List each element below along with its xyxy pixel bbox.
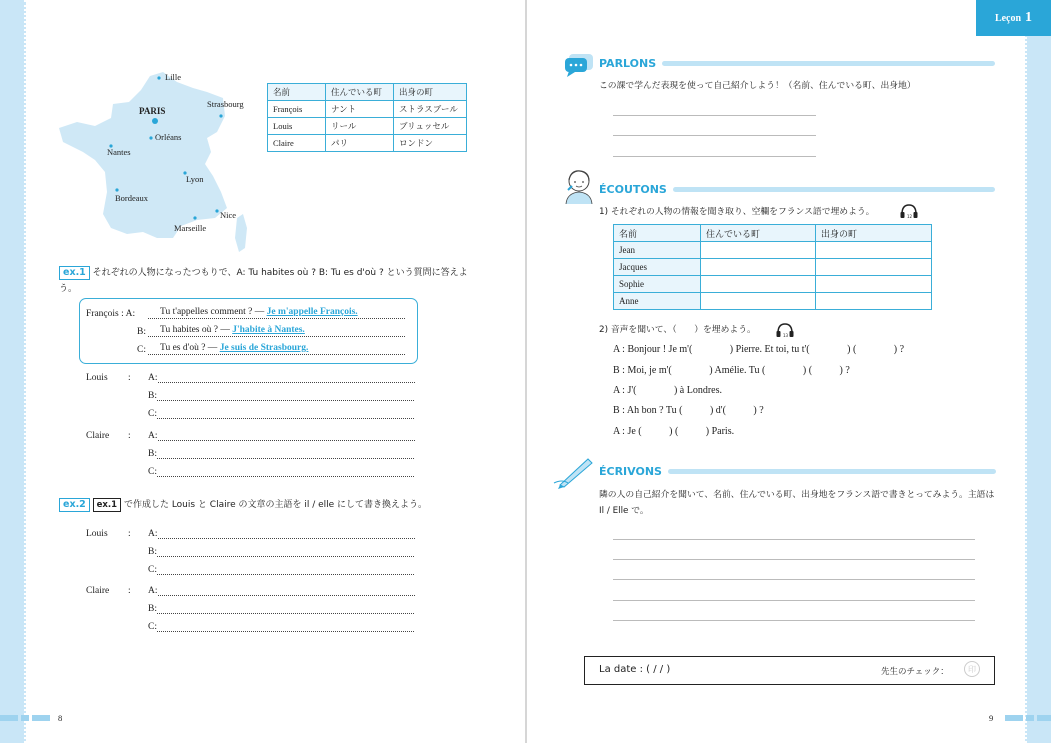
right-footer-bars: [1005, 715, 1051, 721]
writing-line[interactable]: [613, 579, 975, 580]
ecrivons-title: ÉCRIVONS: [599, 465, 662, 478]
seal-stamp-icon: 印: [964, 661, 980, 677]
table-cell: ロンドン: [394, 135, 467, 152]
answer-line[interactable]: [157, 602, 414, 614]
example-answer-line: [148, 343, 405, 355]
table-cell: Anne: [614, 293, 701, 310]
listening-person-icon: [563, 168, 595, 208]
table-row: [614, 259, 932, 276]
person-label: Claire: [86, 431, 110, 441]
table-cell: ストラスブール: [394, 101, 467, 118]
dialog-line: A : J'( ) à Londres.: [613, 385, 723, 396]
lesson-label: Leçon: [994, 12, 1022, 24]
colon: :: [128, 373, 131, 383]
dialog-line: A : Je ( ) ( ) Paris.: [613, 426, 735, 437]
answer-line[interactable]: [158, 527, 415, 539]
city-orleans: Orléans: [155, 132, 182, 142]
table-cell: パリ: [326, 135, 394, 152]
table-cell: リール: [326, 118, 394, 135]
dialog-line: A : Bonjour ! Je m'( ) Pierre. Et toi, tu t'( ) ( ) ?: [613, 344, 905, 355]
writing-line[interactable]: [613, 600, 975, 601]
lesson-number: 1: [1025, 10, 1033, 25]
table-cell: François: [268, 101, 326, 118]
city-nice: Nice: [220, 210, 237, 220]
table-cell: ブリュッセル: [394, 118, 467, 135]
track-number: 12: [907, 214, 913, 219]
row-label: A:: [148, 586, 158, 596]
track-number: 13: [783, 333, 789, 338]
right-margin-band: [1025, 0, 1051, 743]
ex2-instruction: で作成した Louis と Claire の文章の主語を il / elle にして書き換えよう。: [123, 500, 428, 510]
table-row: [614, 242, 932, 259]
speech-bubble-icon: [563, 52, 595, 82]
table-header: 住んでいる町: [701, 225, 816, 242]
example-question: Tu habites où ? —: [160, 325, 230, 335]
dialog-line: B : Moi, je m'( ) Amélie. Tu ( ) ( ) ?: [613, 365, 850, 376]
row-label: C:: [148, 622, 157, 632]
table-header-row: [614, 225, 932, 242]
ecoutons-title: ÉCOUTONS: [599, 183, 667, 196]
writing-line[interactable]: [613, 156, 816, 157]
city-lyon: Lyon: [186, 174, 204, 184]
city-paris: PARIS: [139, 106, 166, 116]
ecoutons-q1: 1) それぞれの人物の情報を聞き取り、空欄をフランス語で埋めよう。: [599, 207, 875, 217]
headphones-icon[interactable]: [775, 322, 795, 342]
person-label: Louis: [86, 529, 108, 539]
parlons-header: [599, 57, 995, 70]
answer-cell[interactable]: [816, 242, 932, 259]
answer-line[interactable]: [157, 545, 414, 557]
row-label: A:: [148, 431, 158, 441]
row-label: B:: [137, 327, 146, 337]
ex2-tag: ex.2: [59, 498, 90, 512]
france-map: [55, 68, 260, 258]
table-header: 名前: [268, 84, 326, 101]
parlons-instruction: この課で学んだ表現を使って自己紹介しよう！（名前、住んでいる町、出身地）: [599, 81, 916, 91]
lesson-tab: [976, 0, 1051, 36]
ecrivons-header: [599, 465, 996, 478]
row-label: B:: [148, 391, 157, 401]
city-nantes: Nantes: [107, 147, 131, 157]
example-answer: J'habite à Nantes.: [232, 325, 305, 335]
table-cell: Jacques: [614, 259, 701, 276]
ex2-louis-row-a: [86, 527, 415, 539]
city-strasbourg: Strasbourg: [207, 99, 244, 109]
ex1-instruction-block: [59, 265, 471, 297]
answer-line[interactable]: [157, 389, 414, 401]
table-header: 名前: [614, 225, 701, 242]
answer-cell[interactable]: [816, 276, 932, 293]
ex2-claire-row-a: [86, 584, 415, 596]
example-question: Tu t'appelles comment ? —: [160, 307, 265, 317]
row-label: B:: [148, 547, 157, 557]
ex1-ref-tag: ex.1: [93, 498, 121, 512]
colon: :: [128, 529, 131, 539]
ecrivons-instruction: 隣の人の自己紹介を聞いて、名前、住んでいる町、出身地をフランス語で書きとってみよう。主語は Il / Elle で。: [599, 490, 995, 516]
ex2-instruction-block: [59, 497, 479, 513]
row-label: B:: [148, 604, 157, 614]
ex1-claire-row-c: [86, 465, 414, 477]
page-number-left: 8: [58, 713, 63, 723]
answer-cell[interactable]: [701, 276, 816, 293]
ex2-louis-row-b: [86, 545, 414, 557]
table-cell: Jean: [614, 242, 701, 259]
teacher-check-label: 先生のチェック：: [881, 667, 949, 677]
city-table: [267, 83, 467, 152]
listening-table: [613, 224, 932, 310]
table-cell: ナント: [326, 101, 394, 118]
example-answer: Je m'appelle François.: [266, 307, 358, 317]
table-header-row: [268, 84, 467, 101]
writing-line[interactable]: [613, 620, 975, 621]
row-label: A:: [148, 529, 158, 539]
left-footer-bars: [0, 715, 50, 721]
table-row: [268, 101, 467, 118]
answer-line[interactable]: [158, 371, 415, 383]
example-question: Tu es d'où ? —: [160, 343, 218, 353]
example-answer: Je suis de Strasbourg.: [219, 343, 309, 353]
table-row: [268, 135, 467, 152]
ecoutons-header: [599, 183, 995, 196]
table-header: 出身の町: [816, 225, 932, 242]
section-rule: [668, 469, 996, 474]
answer-line[interactable]: [157, 620, 414, 632]
parlons-title: PARLONS: [599, 57, 657, 70]
left-margin-band: [0, 0, 26, 743]
table-cell: Claire: [268, 135, 326, 152]
ecoutons-q2: 2) 音声を聞いて、（ ）を埋めよう。: [599, 325, 756, 335]
pen-icon: [552, 453, 596, 493]
dialog-line: B : Ah bon ? Tu ( ) d'( ) ?: [613, 405, 764, 416]
answer-line[interactable]: [158, 429, 415, 441]
row-label: C:: [148, 409, 157, 419]
table-row: [614, 276, 932, 293]
date-label: La date : ( / / ): [599, 664, 671, 675]
example-answer-line: [148, 325, 405, 337]
writing-line[interactable]: [613, 559, 975, 560]
row-label: C:: [148, 467, 157, 477]
table-row: [268, 118, 467, 135]
page-number-right: 9: [989, 713, 994, 723]
example-person-label: François : A:: [86, 309, 136, 319]
answer-cell[interactable]: [701, 242, 816, 259]
answer-line[interactable]: [157, 447, 414, 459]
ex2-claire-row-b: [86, 602, 414, 614]
table-header: 出身の町: [394, 84, 467, 101]
answer-line[interactable]: [157, 465, 414, 477]
table-cell: Sophie: [614, 276, 701, 293]
person-label: Claire: [86, 586, 110, 596]
row-label: C:: [137, 345, 146, 355]
table-cell: Louis: [268, 118, 326, 135]
answer-cell[interactable]: [701, 259, 816, 276]
ex1-example-row-b: [86, 325, 405, 337]
ex1-claire-row-a: [86, 429, 415, 441]
row-label: B:: [148, 449, 157, 459]
row-label: C:: [148, 565, 157, 575]
ex1-example-row-a: [86, 307, 405, 319]
answer-line[interactable]: [158, 584, 415, 596]
ex1-example-row-c: [86, 343, 405, 355]
ex1-claire-row-b: [86, 447, 414, 459]
answer-line[interactable]: [157, 407, 414, 419]
writing-line[interactable]: [613, 135, 816, 136]
colon: :: [128, 431, 131, 441]
table-row: [614, 293, 932, 310]
answer-cell[interactable]: [816, 293, 932, 310]
ex2-louis-row-c: [86, 563, 414, 575]
answer-cell[interactable]: [816, 259, 932, 276]
section-rule: [662, 61, 995, 66]
city-bordeaux: Bordeaux: [115, 193, 149, 203]
writing-line[interactable]: [613, 539, 975, 540]
example-answer-line: [148, 307, 405, 319]
ex1-louis-row-b: [86, 389, 414, 401]
date-check-box: [584, 656, 995, 685]
ex1-louis-row-c: [86, 407, 414, 419]
ex1-louis-row-a: [86, 371, 415, 383]
france-outline: [55, 68, 260, 258]
table-header: 住んでいる町: [326, 84, 394, 101]
ex1-instruction: それぞれの人物になったつもりで、A: Tu habites où ? B: Tu es d'où ? という質問に答えよう。: [59, 268, 468, 294]
answer-line[interactable]: [157, 563, 414, 575]
row-label: A:: [148, 373, 158, 383]
headphones-icon[interactable]: [899, 203, 919, 223]
ex1-tag: ex.1: [59, 266, 90, 280]
person-label: Louis: [86, 373, 108, 383]
ex2-claire-row-c: [86, 620, 414, 632]
city-marseille: Marseille: [174, 223, 207, 233]
colon: :: [128, 586, 131, 596]
writing-line[interactable]: [613, 115, 816, 116]
section-rule: [673, 187, 995, 192]
city-lille: Lille: [165, 72, 182, 82]
answer-cell[interactable]: [701, 293, 816, 310]
